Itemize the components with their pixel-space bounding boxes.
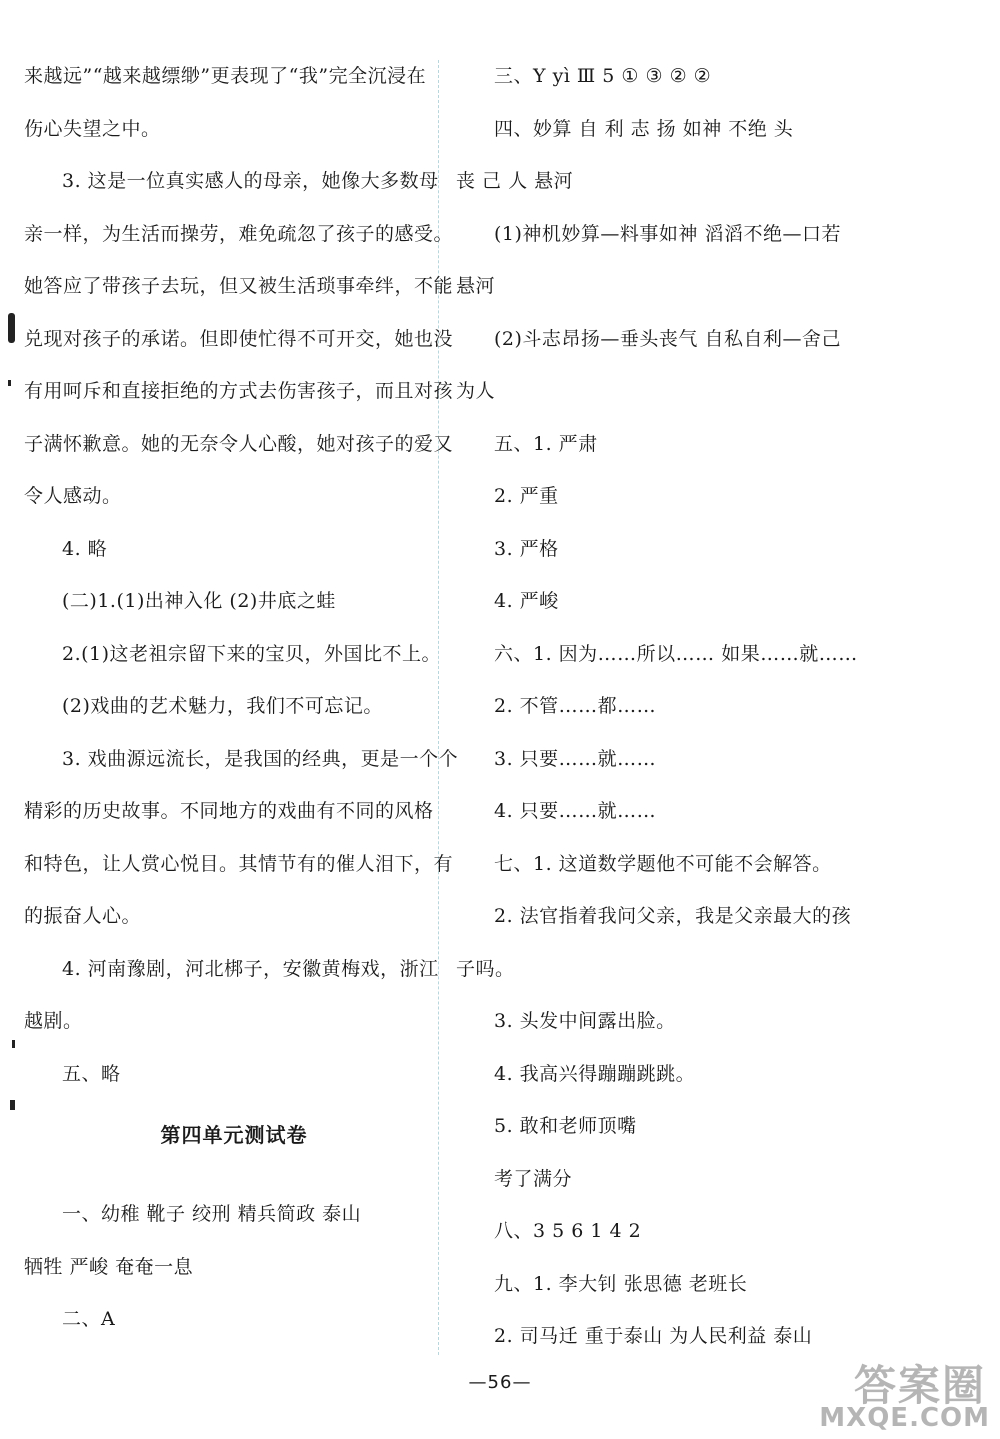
text-line: 2. 严重 [494,485,559,507]
text-line: 精彩的历史故事。不同地方的戏曲有不同的风格 [24,800,434,822]
scan-mark [12,1040,15,1048]
text-line: 兑现对孩子的承诺。但即使忙得不可开交，她也没 [24,327,454,350]
spacer [24,1170,426,1188]
text-line: 2. 不管……都…… [494,695,657,717]
text-line: 二、A [62,1308,116,1330]
text-line: 令人感动。 [24,485,122,507]
text-line: 悬河 [456,275,496,297]
text-line: 2.(1)这老祖宗留下来的宝贝，外国比不上。 [62,642,442,665]
text-line: 考了满分 [494,1167,573,1190]
text-line: 亲一样，为生活而操劳，难免疏忽了孩子的感受。 [24,222,454,245]
scan-mark [8,313,15,343]
text-line: 四、妙算 自 利 志 扬 如神 不绝 头 [494,117,794,140]
text-line: 牺牲 严峻 奄奄一息 [24,1255,194,1278]
text-line: 2. 法官指着我问父亲，我是父亲最大的孩 [494,905,852,927]
text-line: 4. 我高兴得蹦蹦跳跳。 [494,1062,696,1085]
section-heading: 第四单元测试卷 [160,1123,308,1147]
text-line: 一、幼稚 靴子 绞刑 精兵简政 泰山 [62,1203,362,1225]
scan-mark [8,380,11,386]
text-line: 有用呵斥和直接拒绝的方式去伤害孩子，而且对孩 [24,380,454,402]
text-line: (二)1.(1)出神入化 (2)井底之蛙 [62,590,336,612]
text-line: (2)斗志昂扬—垂头丧气 自私自利—舍己 [494,327,841,350]
text-line: 六、1. 因为……所以…… 如果……就…… [494,642,858,665]
text-line: (2)戏曲的艺术魅力，我们不可忘记。 [62,695,383,717]
text-line: 为人 [456,380,496,402]
text-line: 五、略 [62,1062,121,1085]
text-line: 3. 戏曲源远流长，是我国的经典，更是一个个 [62,747,459,770]
text-line: 3. 严格 [494,537,559,560]
text-line: 三、Y yì Ⅲ 5 ① ③ ② ② [494,65,712,87]
text-line: (1)神机妙算—料事如神 滔滔不绝—口若 [494,222,841,245]
text-line: 2. 司马迁 重于泰山 为人民利益 泰山 [494,1325,813,1347]
text-line: 伤心失望之中。 [24,117,161,140]
text-line: 子满怀歉意。她的无奈令人心酸，她对孩子的爱又 [24,432,454,455]
page-number: —56— [468,1372,532,1393]
scan-mark [10,1100,15,1110]
text-line: 3. 只要……就…… [494,747,657,770]
column-divider [438,60,439,1355]
text-line: 子吗。 [456,957,515,980]
text-line: 来越远”“越来越缥缈”更表现了“我”完全沉浸在 [24,65,427,87]
text-line: 越剧。 [24,1010,83,1032]
text-line: 4. 河南豫剧，河北梆子，安徽黄梅戏，浙江 [62,957,439,980]
right-column [456,50,860,1363]
text-line: 五、1. 严肃 [494,432,598,455]
text-line: 和特色，让人赏心悦目。其情节有的催人泪下，有 [24,852,454,875]
left-column [24,50,459,1346]
text-line: 4. 只要……就…… [494,800,657,822]
text-line: 她答应了带孩子去玩，但又被生活琐事牵绊，不能 [24,275,454,297]
text-line: 丧 己 人 悬河 [456,170,574,192]
text-line: 八、3 5 6 1 4 2 [494,1220,642,1242]
text-line: 3. 这是一位真实感人的母亲，她像大多数母 [62,170,439,192]
text-line: 九、1. 李大钊 张思德 老班长 [494,1272,748,1295]
text-line: 3. 头发中间露出脸。 [494,1010,676,1032]
watermark-logo [819,1353,990,1433]
text-line: 4. 略 [62,537,108,560]
text-line: 七、1. 这道数学题他不可能不会解答。 [494,852,832,875]
text-line: 4. 严峻 [494,590,559,612]
text-line: 的振奋人心。 [24,905,142,927]
text-line: 5. 敢和老师顶嘴 [494,1115,637,1137]
watermark-title: 答案圈 [853,1361,986,1410]
watermark-url: MXQE.COM [819,1403,990,1433]
